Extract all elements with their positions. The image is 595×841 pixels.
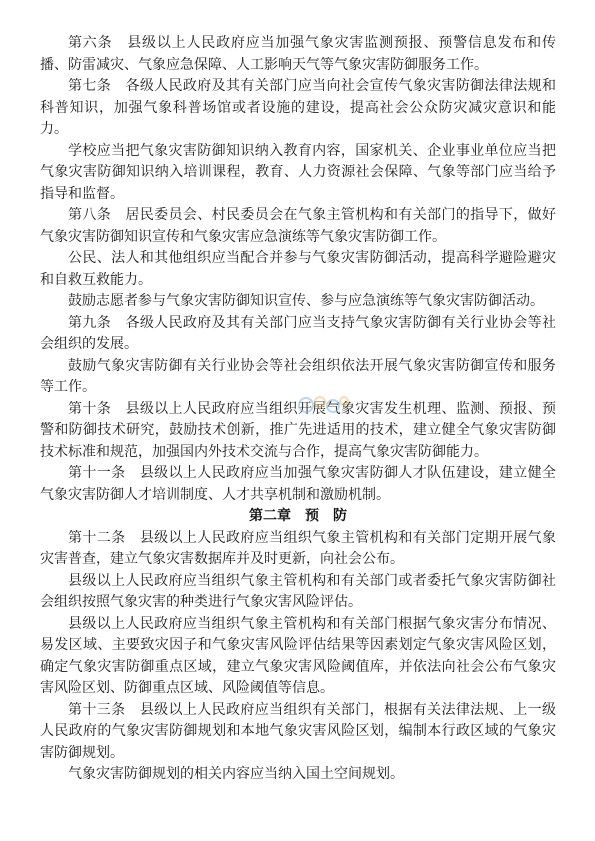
- watermark-ring-icon: [327, 400, 339, 412]
- paragraph-article-10: 第十条 县级以上人民政府应当组织开展气象灾害发生机理、监测、预报、预警和防御技术研究，鼓励技术创新，推广先进适用的技术，建立健全气象灾害防御技术标准和规范，加强国内外技术交流与合作，提高气象灾害防御能力。: [40, 400, 556, 460]
- paragraph-risk-zoning: 县级以上人民政府应当组织气象主管机构和有关部门根据气象灾害分布情况、易发区域、主要致灾因子和气象灾害风险评估结果等因素划定气象灾害风险区划，确定气象灾害防御重点区域，建立气象灾害风险阈值库，并依法向社会公布气象灾害风险区划、防御重点区域、风险阈值等信息。: [40, 615, 556, 696]
- paragraph-spatial-planning: 气象灾害防御规划的相关内容应当纳入国土空间规划。: [68, 766, 404, 782]
- paragraph-article-9: 第九条 各级人民政府及其有关部门应当支持气象灾害防御有关行业协会等社会组织的发展。: [40, 314, 556, 352]
- watermark-logo-icon: [296, 391, 352, 417]
- paragraph-volunteers: 鼓励志愿者参与气象灾害防御知识宣传、参与应急演练等气象灾害防御活动。: [68, 293, 544, 309]
- paragraph-industry-associations: 鼓励气象灾害防御有关行业协会等社会组织依法开展气象灾害防御宣传和服务等工作。: [40, 357, 556, 395]
- paragraph-article-7: 第七条 各级人民政府及其有关部门应当向社会宣传气象灾害防御法律法规和科普知识，加强气象科普场馆或者设施的建设，提高社会公众防灾减灾意识和能力。: [40, 78, 556, 137]
- paragraph-article-13: 第十三条 县级以上人民政府应当组织有关部门，根据有关法律法规、上一级人民政府的气象灾害防御规划和本地气象灾害风险区划，编制本行政区域的气象灾害防御规划。: [40, 701, 556, 761]
- paragraph-article-8: 第八条 居民委员会、村民委员会在气象主管机构和有关部门的指导下，做好气象灾害防御知识宣传和气象灾害应急演练等气象灾害防御工作。: [40, 207, 556, 245]
- paragraph-citizens-participation: 公民、法人和其他组织应当配合并参与气象灾害防御活动，提高科学避险避灾和自救互救能力。: [40, 250, 556, 288]
- watermark-ring-icon: [340, 397, 348, 405]
- watermark-ring-icon: [315, 397, 325, 407]
- paragraph-risk-assessment: 县级以上人民政府应当组织气象主管机构和有关部门或者委托气象灾害防御社会组织按照气象灾害的种类进行气象灾害风险评估。: [40, 572, 556, 610]
- paragraph-article-11: 第十一条 县级以上人民政府应当加强气象灾害防御人才队伍建设，建立健全气象灾害防御人才培训制度、人才共享机制和激励机制。: [40, 465, 556, 503]
- chapter-heading: 第二章 预 防: [249, 508, 347, 524]
- paragraph-article-6: 第六条 县级以上人民政府应当加强气象灾害监测预报、预警信息发布和传播、防雷减灾、气象应急保障、人工影响天气等气象灾害防御服务工作。: [40, 35, 556, 73]
- watermark-ring-icon: [299, 398, 313, 412]
- paragraph-schools-education: 学校应当把气象灾害防御知识纳入教育内容，国家机关、企业事业单位应当把气象灾害防御知识纳入培训课程，教育、人力资源社会保障、气象等部门应当给予指导和监督。: [40, 142, 556, 202]
- paragraph-article-12: 第十二条 县级以上人民政府应当组织气象主管机构和有关部门定期开展气象灾害普查，建立气象灾害数据库并及时更新，向社会公布。: [40, 529, 556, 567]
